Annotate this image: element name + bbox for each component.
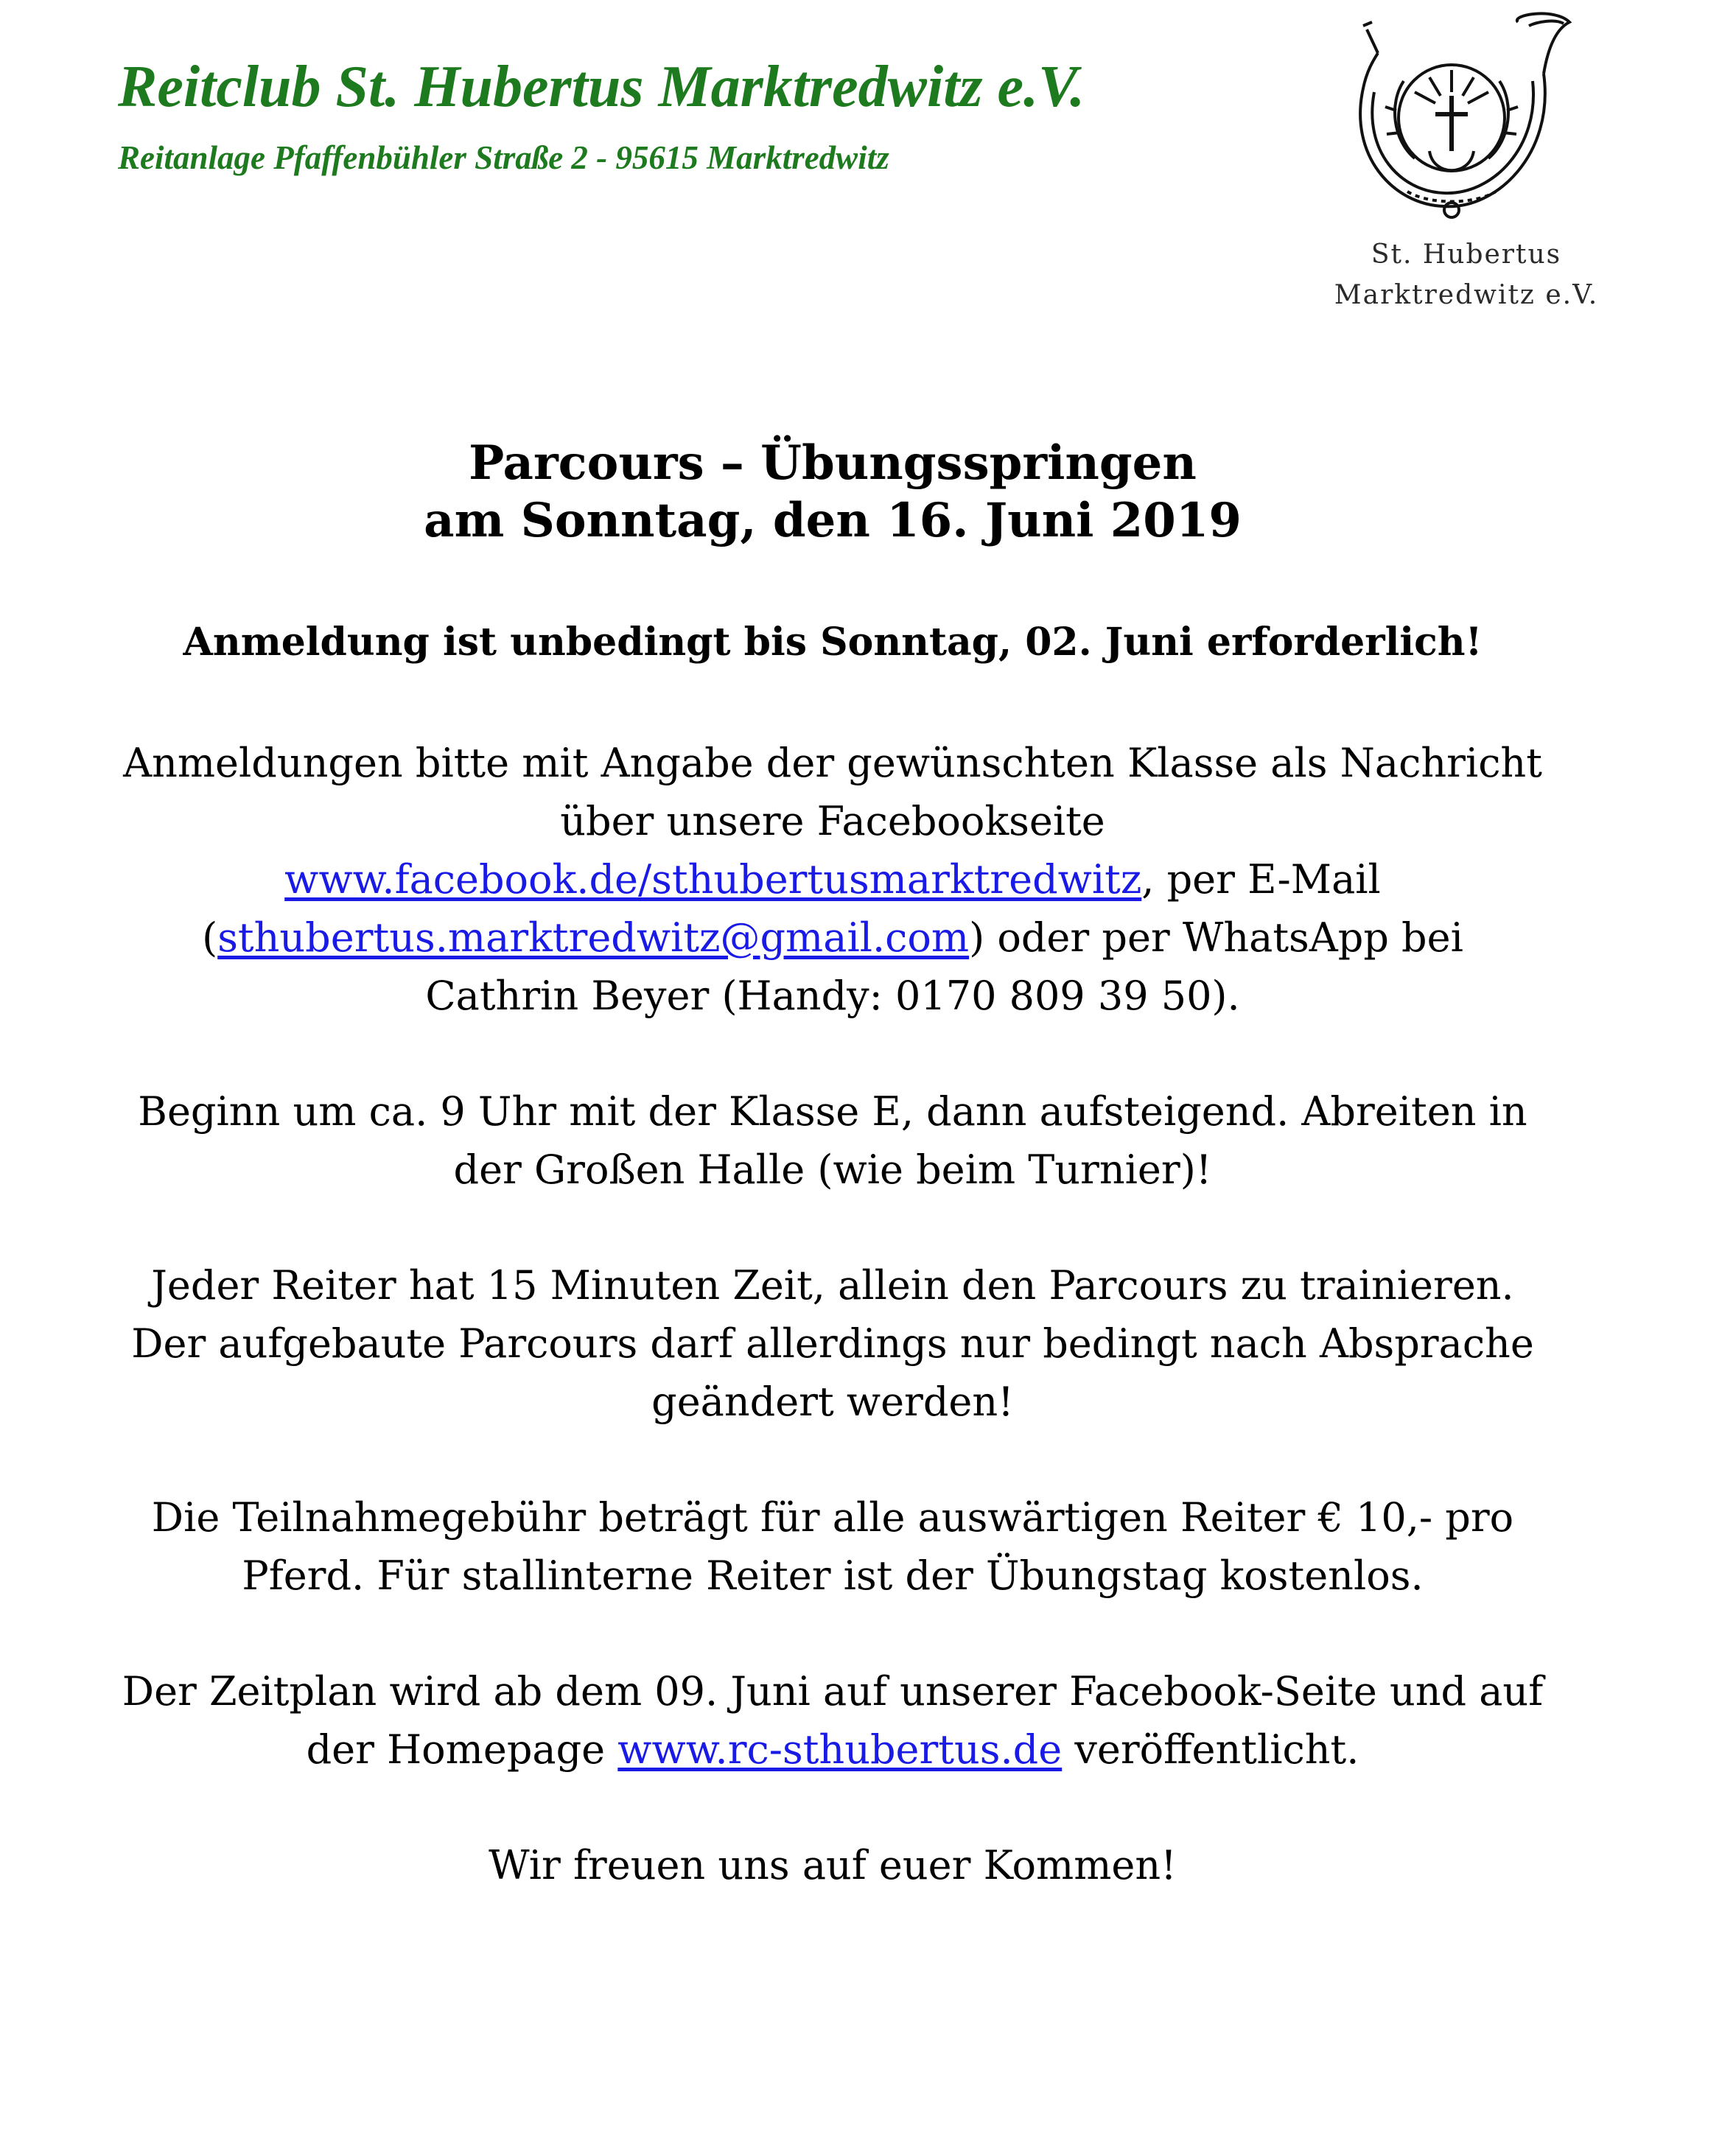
rules-line3: geändert werden! xyxy=(651,1379,1014,1425)
announcement-body xyxy=(74,435,1592,1894)
club-logo xyxy=(1312,7,1621,317)
logo-caption-line1: St. Hubertus xyxy=(1371,239,1562,270)
schedule-line1: Der Zeitplan wird ab dem 09. Juni auf unserer Facebook-Seite und auf xyxy=(122,1668,1544,1715)
fee-line1: Die Teilnahmegebühr beträgt für alle auswärtigen Reiter € 10,- pro xyxy=(151,1494,1514,1541)
club-name: Reitclub St. Hubertus Marktredwitz e.V. xyxy=(118,55,1085,119)
title-line1: Parcours – Übungsspringen xyxy=(469,435,1197,491)
start-line2: der Großen Halle (wie beim Turnier)! xyxy=(453,1146,1212,1193)
fee-paragraph xyxy=(74,1488,1592,1605)
registration-line5: Cathrin Beyer (Handy: 0170 809 39 50). xyxy=(425,973,1240,1019)
club-address: Reitanlage Pfaffenbühler Straße 2 - 95615 Marktredwitz xyxy=(118,139,889,176)
registration-after-email: ) oder per WhatsApp bei xyxy=(969,914,1463,961)
registration-line3 xyxy=(74,850,1592,908)
hunting-horn-stag-cross-icon xyxy=(1334,7,1577,228)
letterhead xyxy=(0,0,1736,339)
logo-caption-line2: Marktredwitz e.V. xyxy=(1334,280,1599,310)
closing-line: Wir freuen uns auf euer Kommen! xyxy=(489,1842,1177,1888)
schedule-paragraph xyxy=(74,1662,1592,1779)
rules-paragraph xyxy=(74,1256,1592,1431)
registration-paragraph xyxy=(74,734,1592,1025)
open-paren: ( xyxy=(202,914,218,961)
registration-line4 xyxy=(74,908,1592,967)
start-paragraph xyxy=(74,1082,1592,1199)
fee-line2: Pferd. Für stallinterne Reiter ist der Übungstag kostenlos. xyxy=(242,1552,1424,1599)
registration-after-facebook: , per E-Mail xyxy=(1141,856,1381,903)
registration-line2: über unsere Facebookseite xyxy=(560,798,1105,844)
facebook-link[interactable]: www.facebook.de/sthubertusmarktredwitz xyxy=(284,856,1142,903)
schedule-before-link: der Homepage xyxy=(306,1726,618,1773)
rules-line2: Der aufgebaute Parcours darf allerdings nur bedingt nach Absprache xyxy=(131,1320,1534,1367)
start-line1: Beginn um ca. 9 Uhr mit der Klasse E, dann aufsteigend. Abreiten in xyxy=(138,1088,1527,1135)
rules-line1: Jeder Reiter hat 15 Minuten Zeit, allein den Parcours zu trainieren. xyxy=(151,1262,1514,1309)
homepage-link[interactable]: www.rc-sthubertus.de xyxy=(617,1726,1063,1773)
title-line2: am Sonntag, den 16. Juni 2019 xyxy=(424,493,1242,548)
page-title xyxy=(74,435,1592,550)
registration-line1: Anmeldungen bitte mit Angabe der gewünschten Klasse als Nachricht xyxy=(123,740,1542,786)
schedule-line2 xyxy=(74,1720,1592,1779)
registration-deadline: Anmeldung ist unbedingt bis Sonntag, 02. Juni erforderlich! xyxy=(183,620,1483,665)
email-link[interactable]: sthubertus.marktredwitz@gmail.com xyxy=(217,914,970,961)
schedule-after-link: veröffentlicht. xyxy=(1062,1726,1359,1773)
